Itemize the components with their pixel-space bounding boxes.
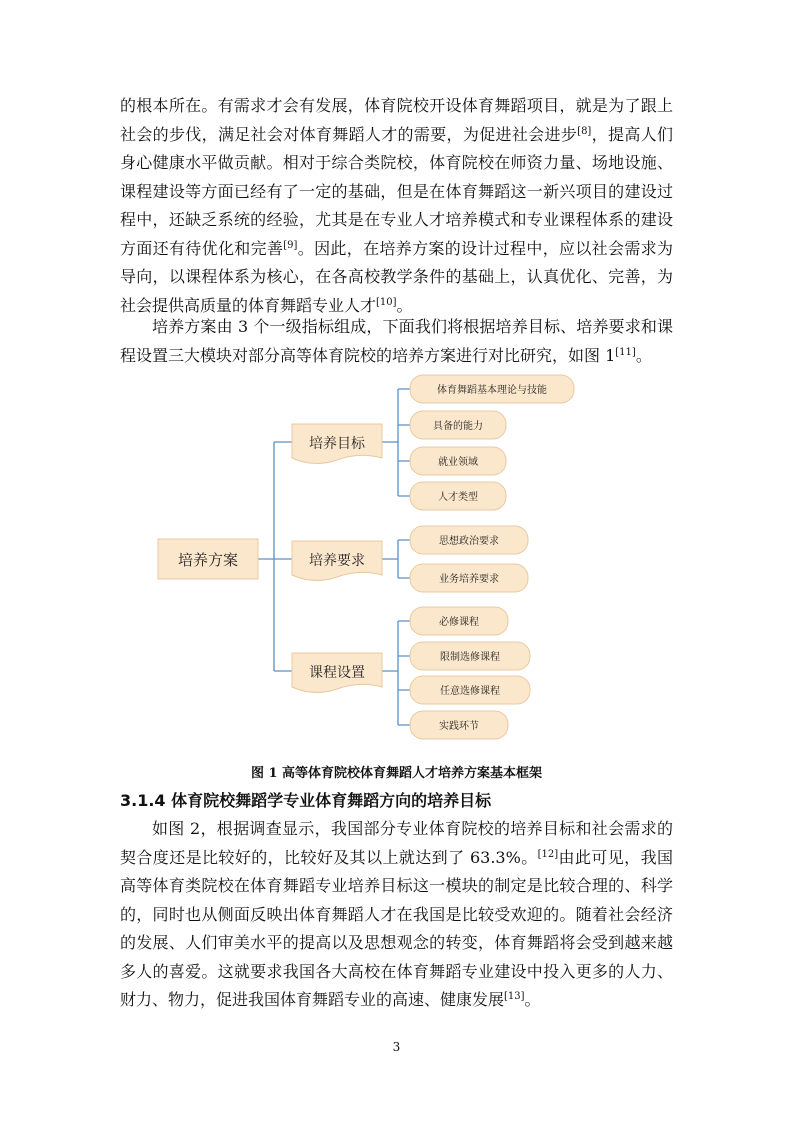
citation-ref: [10]	[376, 296, 397, 308]
section-heading: 3.1.4 体育院校舞蹈学专业体育舞蹈方向的培养目标	[120, 791, 492, 810]
leaf-label: 限制选修课程	[440, 652, 500, 663]
leaf-node	[410, 447, 506, 475]
leaf-label: 人才类型	[438, 492, 478, 503]
citation-ref: [13]	[504, 991, 525, 1002]
leaf-node	[410, 482, 506, 510]
paragraph-text: 。	[396, 295, 413, 315]
citation-ref: [11]	[615, 346, 636, 358]
citation-ref: [12]	[537, 848, 559, 860]
paragraph-text: 如图 2，根据调查显示，我国部分专业体育院校的培养目标和社会需求的契合度还是比较好的，比较好及其以上就达到了 63.3%。	[120, 819, 673, 867]
leaf-node	[410, 711, 508, 739]
citation-ref: [9]	[283, 239, 298, 251]
leaf-node	[410, 607, 508, 635]
citation-ref: [8]	[577, 125, 592, 137]
leaf-node	[410, 411, 506, 439]
leaf-label: 体育舞蹈基本理论与技能	[437, 385, 547, 396]
leaf-label: 具备的能力	[433, 421, 483, 432]
leaf-label: 业务培养要求	[439, 574, 499, 585]
leaf-node	[410, 676, 530, 704]
leaf-label: 思想政治要求	[439, 536, 499, 547]
paragraph-text: 。	[524, 990, 541, 1009]
level1-label: 培养目标	[309, 436, 365, 452]
leaf-label: 就业领域	[438, 457, 478, 468]
body-paragraph-1	[120, 92, 673, 320]
root-node-label: 培养方案	[177, 551, 239, 569]
body-paragraph-3	[120, 815, 673, 1015]
leaf-label: 实践环节	[439, 721, 479, 732]
level1-node-requirements	[292, 541, 382, 581]
leaf-node	[410, 642, 530, 670]
leaf-node	[410, 375, 574, 403]
leaf-label: 必修课程	[439, 617, 479, 628]
leaf-node	[410, 564, 528, 592]
leaf-label: 任意选修课程	[440, 686, 500, 697]
page-number: 3	[392, 1040, 401, 1054]
paragraph-text: ，提高人们身心健康水平做贡献。相对于综合类院校，体育院校在师资力量、场地设施、课程建设等方面已经有了一定的基础，但是在体育舞蹈这一新兴项目的建设过程中，还缺乏系统的经验，尤其是在专业人才培养模式和专业课程体系的建设方面还有待优化和完善	[120, 124, 673, 258]
paragraph-text: 的根本所在。有需求才会有发展，体育院校开设体育舞蹈项目，就是为了跟上社会的步伐，满足社会对体育舞蹈人才的需要，为促进社会进步	[120, 96, 673, 144]
level1-node-goals	[292, 424, 382, 464]
body-paragraph-2	[120, 313, 673, 370]
level1-node-curriculum	[292, 653, 382, 693]
root-node	[158, 539, 258, 579]
paragraph-text: 由此可见，我国高等体育类院校在体育舞蹈专业培养目标这一模块的制定是比较合理的、科学的，同时也从侧面反映出体育舞蹈人才在我国是比较受欢迎的。随着社会经济的发展、人们审美水平的提高以及思想观念的转变，体育舞蹈将会受到越来越多人的喜爱。这就要求我国各大高校在体育舞蹈专业建设中投入更多的人力、财力、物力，促进我国体育舞蹈专业的高速、健康发展	[120, 847, 673, 1009]
framework-diagram	[150, 368, 580, 748]
paragraph-text: 。因此，在培养方案的设计过程中，应以社会需求为导向，以课程体系为核心，在各高校教学条件的基础上，认真优化、完善，为社会提供高质量的体育舞蹈专业人才	[120, 238, 673, 315]
level1-label: 培养要求	[309, 553, 365, 569]
paragraph-text: 。	[635, 345, 652, 365]
paragraph-text: 培养方案由 3 个一级指标组成，下面我们将根据培养目标、培养要求和课程设置三大模块对部分高等体育院校的培养方案进行对比研究，如图 1	[120, 317, 673, 365]
leaf-node	[410, 526, 528, 554]
figure-caption: 图 1 高等体育院校体育舞蹈人才培养方案基本框架	[250, 766, 543, 781]
level1-label: 课程设置	[309, 665, 365, 681]
